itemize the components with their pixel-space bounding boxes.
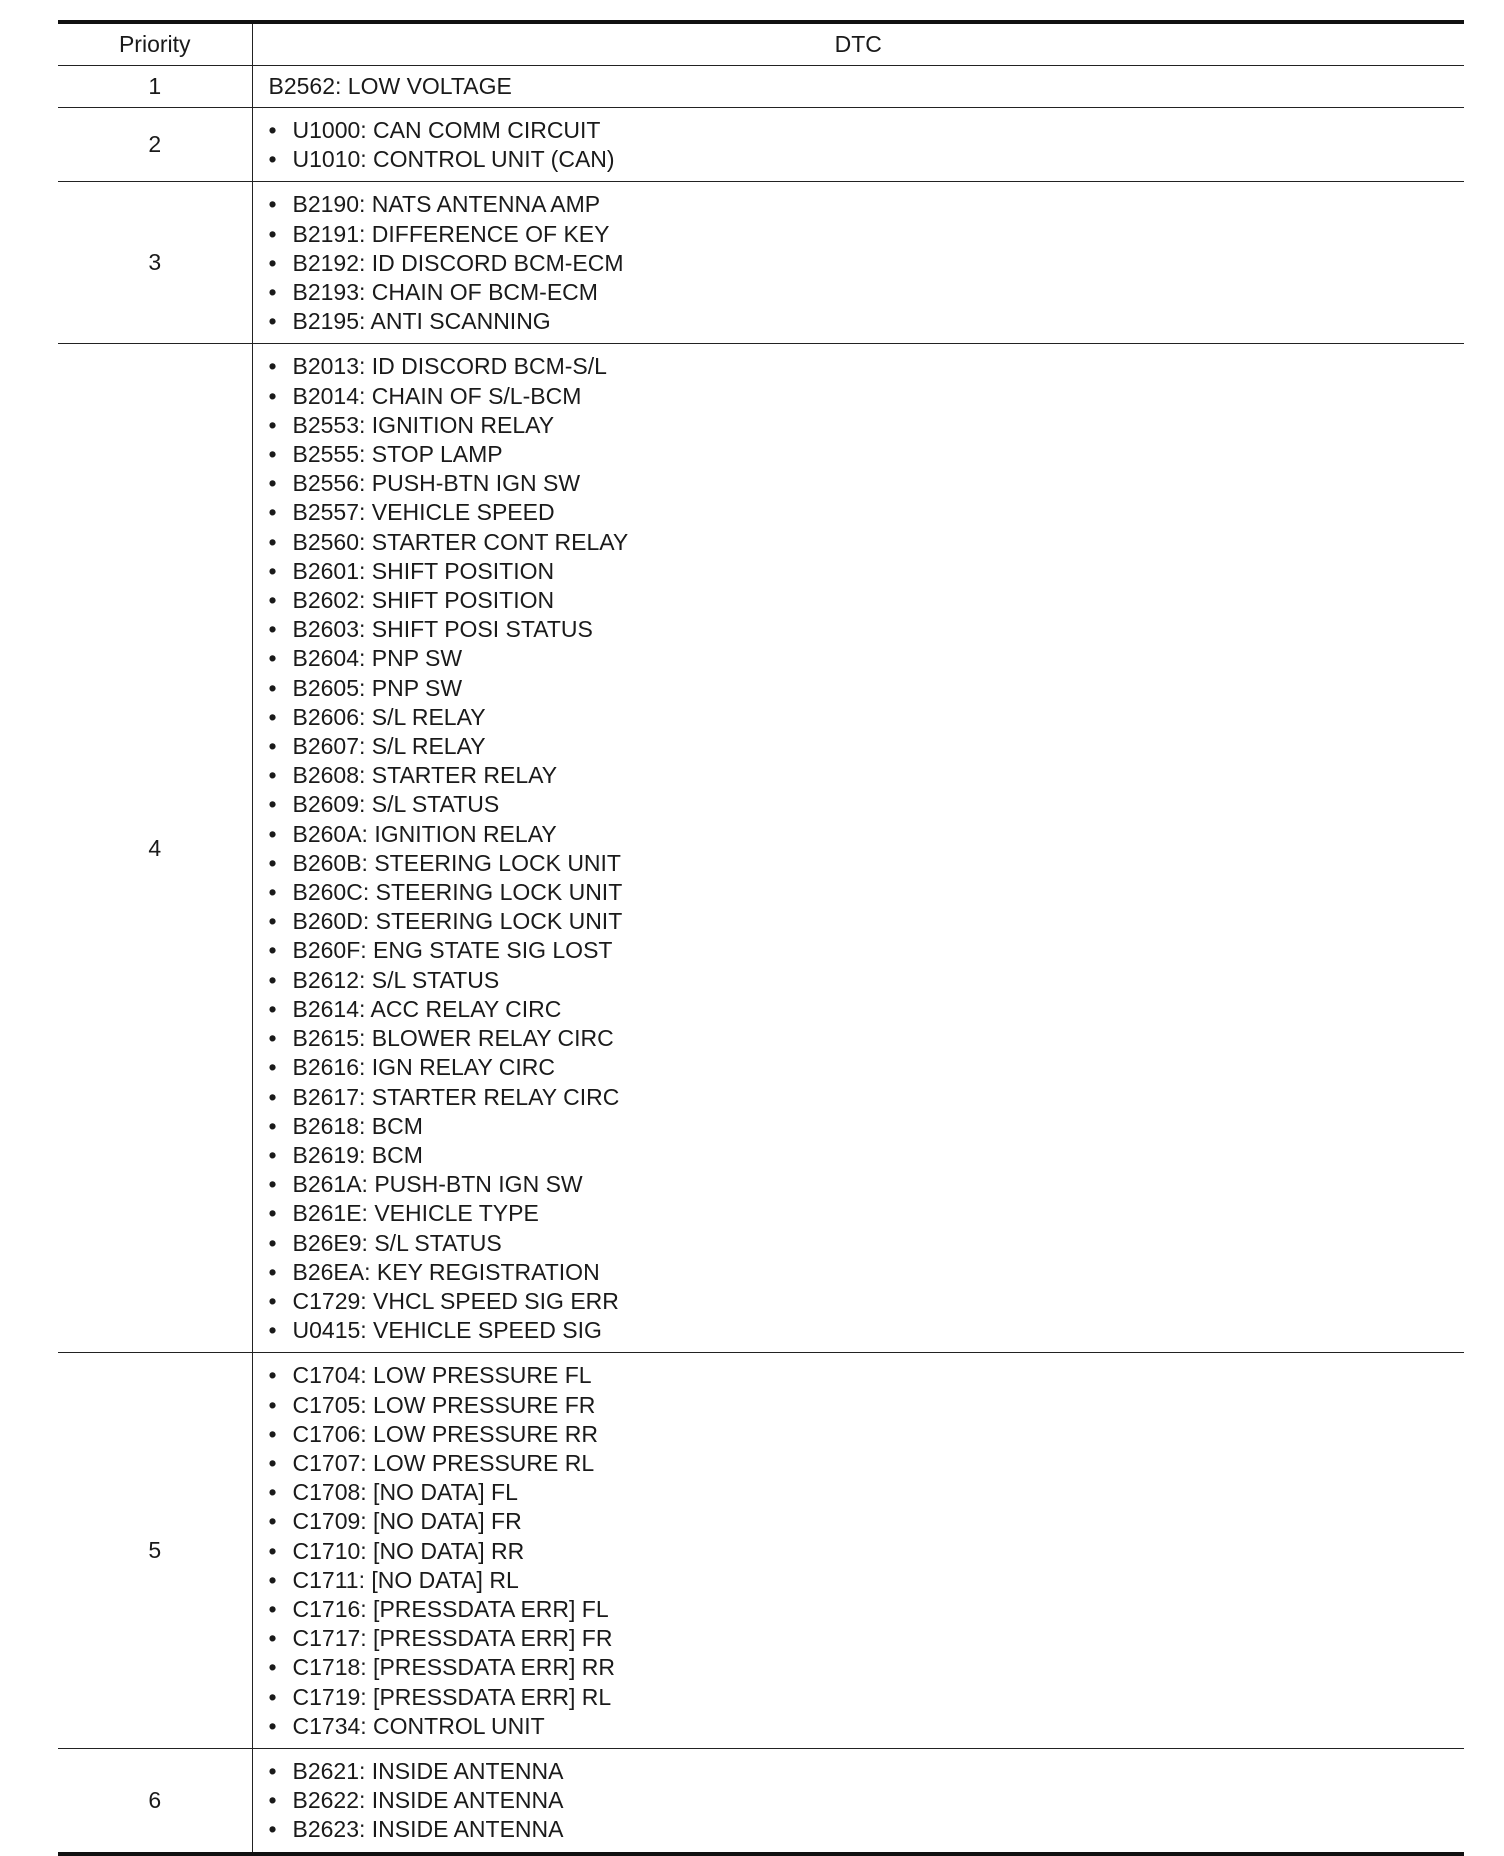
dtc-code-text: U1010: CONTROL UNIT (CAN) [292,146,615,173]
dtc-item [269,1420,1465,1449]
dtc-item [269,761,1465,790]
dtc-item [269,995,1465,1024]
dtc-item [269,1757,1465,1786]
bullet-icon: • [268,528,277,555]
bullet-icon: • [268,1816,277,1843]
bullet-icon: • [268,220,277,247]
dtc-item [269,1683,1465,1712]
dtc-item [269,190,1465,219]
priority-cell: 3 [58,182,252,344]
bullet-icon: • [268,146,277,173]
dtc-code-text: B2193: CHAIN OF BCM-ECM [292,279,598,306]
dtc-code-text: B2607: S/L RELAY [292,733,486,760]
table-row [58,66,1464,108]
dtc-list [253,344,1465,1352]
dtc-code-text: U0415: VEHICLE SPEED SIG [292,1317,602,1344]
dtc-item [269,1141,1465,1170]
dtc-cell [252,1748,1464,1853]
bullet-icon: • [268,411,277,438]
dtc-item [269,936,1465,965]
dtc-item [269,1537,1465,1566]
dtc-code-text: B2614: ACC RELAY CIRC [292,995,562,1022]
table-body [58,66,1464,1854]
bullet-icon: • [268,1420,277,1447]
dtc-code-text: C1717: [PRESSDATA ERR] FR [292,1625,613,1652]
bullet-icon: • [268,1258,277,1285]
bullet-icon: • [268,1595,277,1622]
bullet-icon: • [268,849,277,876]
bullet-icon: • [268,966,277,993]
bullet-icon: • [268,1537,277,1564]
bullet-icon: • [268,645,277,672]
bullet-icon: • [268,1200,277,1227]
bullet-icon: • [268,1757,277,1784]
dtc-code-text: B260F: ENG STATE SIG LOST [292,937,613,964]
dtc-item [269,469,1465,498]
dtc-item [269,1786,1465,1815]
bullet-icon: • [268,191,277,218]
bullet-icon: • [268,1625,277,1652]
dtc-item [269,1024,1465,1053]
table-row [58,108,1464,182]
priority-cell: 2 [58,108,252,182]
dtc-code-text: C1718: [PRESSDATA ERR] RR [292,1654,616,1681]
dtc-item [269,278,1465,307]
dtc-list [253,1353,1465,1748]
bullet-icon: • [268,1654,277,1681]
bullet-icon: • [268,1083,277,1110]
bullet-icon: • [268,382,277,409]
bullet-icon: • [268,470,277,497]
bullet-icon: • [268,587,277,614]
bullet-icon: • [268,1362,277,1389]
dtc-code-text: B2618: BCM [292,1112,423,1139]
dtc-item [269,674,1465,703]
dtc-code-text: C1705: LOW PRESSURE FR [292,1391,596,1418]
bullet-icon: • [268,353,277,380]
header-dtc: DTC [834,31,882,57]
priority-cell: 1 [58,66,252,108]
bullet-icon: • [268,1112,277,1139]
dtc-item [269,586,1465,615]
dtc-code-text: C1711: [NO DATA] RL [292,1566,519,1593]
dtc-item: B2562: LOW VOLTAGE [268,73,512,99]
dtc-item [269,1258,1465,1287]
dtc-item [269,703,1465,732]
dtc-code-text: B2190: NATS ANTENNA AMP [292,191,601,218]
dtc-list [253,1749,1465,1852]
dtc-code-text: B2606: S/L RELAY [292,703,486,730]
dtc-item [269,1815,1465,1844]
bullet-icon: • [268,820,277,847]
dtc-code-text: B260C: STEERING LOCK UNIT [292,879,623,906]
bullet-icon: • [268,791,277,818]
dtc-item [269,116,1465,145]
dtc-code-text: C1719: [PRESSDATA ERR] RL [292,1683,612,1710]
dtc-cell [252,66,1464,108]
dtc-code-text: B2615: BLOWER RELAY CIRC [292,1025,614,1052]
dtc-item [269,820,1465,849]
dtc-code-text: B2604: PNP SW [292,645,463,672]
dtc-item [269,1287,1465,1316]
dtc-code-text: B2601: SHIFT POSITION [292,557,555,584]
dtc-item [269,1316,1465,1345]
dtc-code-text: B260A: IGNITION RELAY [292,820,557,847]
dtc-code-text: B2619: BCM [292,1141,423,1168]
bullet-icon: • [268,117,277,143]
dtc-code-text: B2555: STOP LAMP [292,441,503,468]
dtc-item [269,732,1465,761]
dtc-code-text: B2191: DIFFERENCE OF KEY [292,220,610,247]
dtc-code-text: C1707: LOW PRESSURE RL [292,1449,595,1476]
dtc-item [269,1507,1465,1536]
dtc-item [269,1199,1465,1228]
dtc-cell [252,1353,1464,1749]
bullet-icon: • [268,1317,277,1344]
bullet-icon: • [268,1787,277,1814]
dtc-code-text: B2609: S/L STATUS [292,791,500,818]
dtc-code-text: C1716: [PRESSDATA ERR] FL [292,1595,609,1622]
dtc-item [269,615,1465,644]
dtc-code-text: C1708: [NO DATA] FL [292,1479,518,1506]
bullet-icon: • [268,733,277,760]
dtc-list [253,182,1465,343]
dtc-code-text: C1704: LOW PRESSURE FL [292,1362,592,1389]
dtc-item [269,498,1465,527]
dtc-code-text: B2557: VEHICLE SPEED [292,499,555,526]
bullet-icon: • [268,1712,277,1739]
dtc-item [269,1624,1465,1653]
dtc-code-text: U1000: CAN COMM CIRCUIT [292,117,601,143]
dtc-item [269,557,1465,586]
dtc-code-text: B2623: INSIDE ANTENNA [292,1816,564,1843]
dtc-item [269,1566,1465,1595]
dtc-code-text: B26EA: KEY REGISTRATION [292,1258,600,1285]
bullet-icon: • [268,762,277,789]
table-row [58,182,1464,344]
bullet-icon: • [268,616,277,643]
dtc-code-text: B2616: IGN RELAY CIRC [292,1054,555,1081]
dtc-item [269,1361,1465,1390]
header-priority: Priority [58,22,252,66]
dtc-code-text: B2612: S/L STATUS [292,966,500,993]
table-row [58,1353,1464,1749]
bullet-icon: • [268,1566,277,1593]
dtc-priority-table [58,20,1464,1856]
dtc-list [253,108,1465,181]
dtc-code-text: B2617: STARTER RELAY CIRC [292,1083,620,1110]
dtc-cell [252,344,1464,1353]
dtc-code-text: B2195: ANTI SCANNING [292,308,551,335]
dtc-item [269,1083,1465,1112]
bullet-icon: • [268,995,277,1022]
bullet-icon: • [268,1479,277,1506]
priority-cell: 6 [58,1748,252,1853]
dtc-item [269,1053,1465,1082]
bullet-icon: • [268,674,277,701]
dtc-item [269,1595,1465,1624]
dtc-item [269,966,1465,995]
dtc-item [269,145,1465,174]
dtc-item [269,440,1465,469]
bullet-icon: • [268,279,277,306]
dtc-code-text: B2560: STARTER CONT RELAY [292,528,629,555]
dtc-code-text: B2622: INSIDE ANTENNA [292,1787,564,1814]
dtc-code-text: B2014: CHAIN OF S/L-BCM [292,382,582,409]
dtc-item [269,352,1465,381]
dtc-item [269,307,1465,336]
bullet-icon: • [268,1508,277,1535]
bullet-icon: • [268,1171,277,1198]
dtc-item [269,411,1465,440]
dtc-item [269,1229,1465,1258]
dtc-code-text: B26E9: S/L STATUS [292,1229,502,1256]
dtc-item [269,382,1465,411]
dtc-priority-document [58,20,1464,1856]
dtc-item [269,790,1465,819]
dtc-item [269,644,1465,673]
bullet-icon: • [268,1054,277,1081]
dtc-code-text: B260B: STEERING LOCK UNIT [292,849,621,876]
bullet-icon: • [268,908,277,935]
dtc-code-text: B2553: IGNITION RELAY [292,411,555,438]
bullet-icon: • [268,879,277,906]
dtc-code-text: C1706: LOW PRESSURE RR [292,1420,598,1447]
dtc-cell [252,108,1464,182]
dtc-cell [252,182,1464,344]
dtc-code-text: B2605: PNP SW [292,674,463,701]
dtc-code-text: B2621: INSIDE ANTENNA [292,1757,564,1784]
dtc-item [269,849,1465,878]
dtc-item [269,1170,1465,1199]
dtc-code-text: B261E: VEHICLE TYPE [292,1200,539,1227]
bullet-icon: • [268,308,277,335]
dtc-code-text: B2192: ID DISCORD BCM-ECM [292,249,624,276]
bullet-icon: • [268,1025,277,1052]
priority-cell: 4 [58,344,252,1353]
bullet-icon: • [268,1391,277,1418]
table-row [58,1748,1464,1853]
bullet-icon: • [268,1229,277,1256]
dtc-code-text: B2556: PUSH-BTN IGN SW [292,470,581,497]
dtc-item [269,907,1465,936]
dtc-code-text: C1729: VHCL SPEED SIG ERR [292,1287,619,1314]
bullet-icon: • [268,937,277,964]
dtc-item [269,220,1465,249]
dtc-code-text: C1709: [NO DATA] FR [292,1508,522,1535]
dtc-code-text: B2603: SHIFT POSI STATUS [292,616,593,643]
dtc-code-text: C1710: [NO DATA] RR [292,1537,525,1564]
dtc-code-text: B2608: STARTER RELAY [292,762,558,789]
bullet-icon: • [268,499,277,526]
dtc-item [269,1478,1465,1507]
dtc-code-text: B2602: SHIFT POSITION [292,587,555,614]
dtc-code-text: B261A: PUSH-BTN IGN SW [292,1171,583,1198]
bullet-icon: • [268,557,277,584]
bullet-icon: • [268,1449,277,1476]
dtc-item [269,878,1465,907]
bullet-icon: • [268,249,277,276]
bullet-icon: • [268,1141,277,1168]
bullet-icon: • [268,441,277,468]
bullet-icon: • [268,1287,277,1314]
dtc-item [269,1112,1465,1141]
bullet-icon: • [268,1683,277,1710]
table-row [58,344,1464,1353]
priority-cell: 5 [58,1353,252,1749]
table-header-row [58,22,1464,66]
dtc-item [269,1449,1465,1478]
dtc-code-text: B260D: STEERING LOCK UNIT [292,908,623,935]
dtc-item [269,1653,1465,1682]
dtc-item [269,249,1465,278]
bullet-icon: • [268,703,277,730]
dtc-item [269,1712,1465,1741]
dtc-code-text: C1734: CONTROL UNIT [292,1712,545,1739]
dtc-item [269,528,1465,557]
dtc-item [269,1391,1465,1420]
dtc-code-text: B2013: ID DISCORD BCM-S/L [292,353,607,380]
